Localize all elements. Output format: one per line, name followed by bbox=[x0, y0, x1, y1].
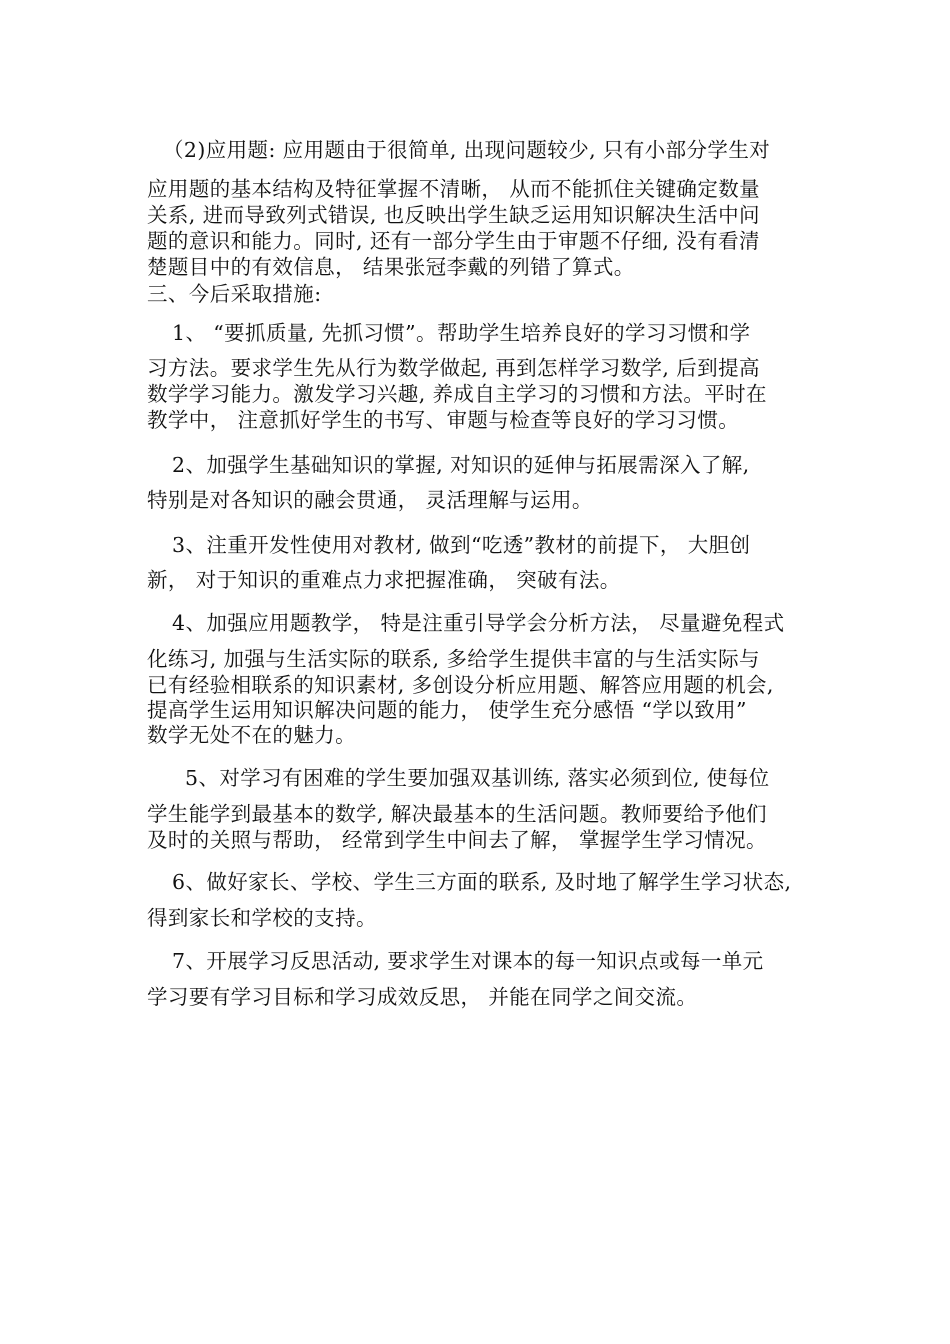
text-line: 教学中， 注意抓好学生的书写、审题与检查等良好的学习习惯。 bbox=[147, 408, 740, 432]
section-heading: 三、今后采取措施: bbox=[147, 282, 322, 306]
text-line: 提高学生运用知识解决问题的能力， 使学生充分感悟 “学以致用” bbox=[147, 698, 747, 722]
text-line: 应用题的基本结构及特征掌握不清晰， 从而不能抓住关键确定数量 bbox=[147, 177, 761, 201]
text-line: 及时的关照与帮助， 经常到学生中间去了解， 掌握学生学习情况。 bbox=[147, 828, 767, 852]
text-line: 4、加强应用题教学， 特是注重引导学会分析方法， 尽量避免程式 bbox=[172, 611, 785, 635]
text-line: 7、开展学习反思活动, 要求学生对课本的每一知识点或每一单元 bbox=[172, 949, 764, 973]
text-line: 已有经验相联系的知识素材, 多创设分析应用题、解答应用题的机会, bbox=[147, 673, 774, 697]
text-line: 5、对学习有困难的学生要加强双基训练, 落实必须到位, 使每位 bbox=[185, 766, 770, 790]
text-line: 数学学习能力。激发学习兴趣, 养成自主学习的习惯和方法。平时在 bbox=[147, 382, 767, 406]
text-line: 学生能学到最基本的数学, 解决最基本的生活问题。教师要给予他们 bbox=[147, 802, 767, 826]
text-line: 6、做好家长、学校、学生三方面的联系, 及时地了解学生学习状态, bbox=[172, 870, 792, 894]
text-line: 得到家长和学校的支持。 bbox=[147, 906, 377, 930]
text-line: 新， 对于知识的重难点力求把握准确， 突破有法。 bbox=[147, 568, 621, 592]
text-line: 数学无处不在的魅力。 bbox=[147, 723, 356, 747]
text-line: 关系, 进而导致列式错误, 也反映出学生缺乏运用知识解决生活中问 bbox=[147, 203, 760, 227]
text-line: 学习要有学习目标和学习成效反思， 并能在同学之间交流。 bbox=[147, 985, 698, 1009]
text-line: 楚题目中的有效信息， 结果张冠李戴的列错了算式。 bbox=[147, 255, 635, 279]
text-line: 化练习, 加强与生活实际的联系, 多给学生提供丰富的与生活实际与 bbox=[147, 647, 760, 671]
text-line: 题的意识和能力。同时, 还有一部分学生由于审题不仔细, 没有看清 bbox=[147, 229, 760, 253]
text-line: （2)应用题: 应用题由于很简单, 出现问题较少, 只有小部分学生对 bbox=[163, 138, 771, 162]
text-line: 习方法。要求学生先从行为数学做起, 再到怎样学习数学, 后到提高 bbox=[147, 356, 760, 380]
text-line: 2、加强学生基础知识的掌握, 对知识的延伸与拓展需深入了解, bbox=[172, 453, 750, 477]
text-line: 1、 “要抓质量, 先抓习惯”。帮助学生培养良好的学习习惯和学 bbox=[172, 321, 751, 345]
text-line: 3、注重开发性使用对教材, 做到“吃透”教材的前提下， 大胆创 bbox=[172, 533, 751, 557]
text-line: 特别是对各知识的融会贯通， 灵活理解与运用。 bbox=[147, 488, 593, 512]
